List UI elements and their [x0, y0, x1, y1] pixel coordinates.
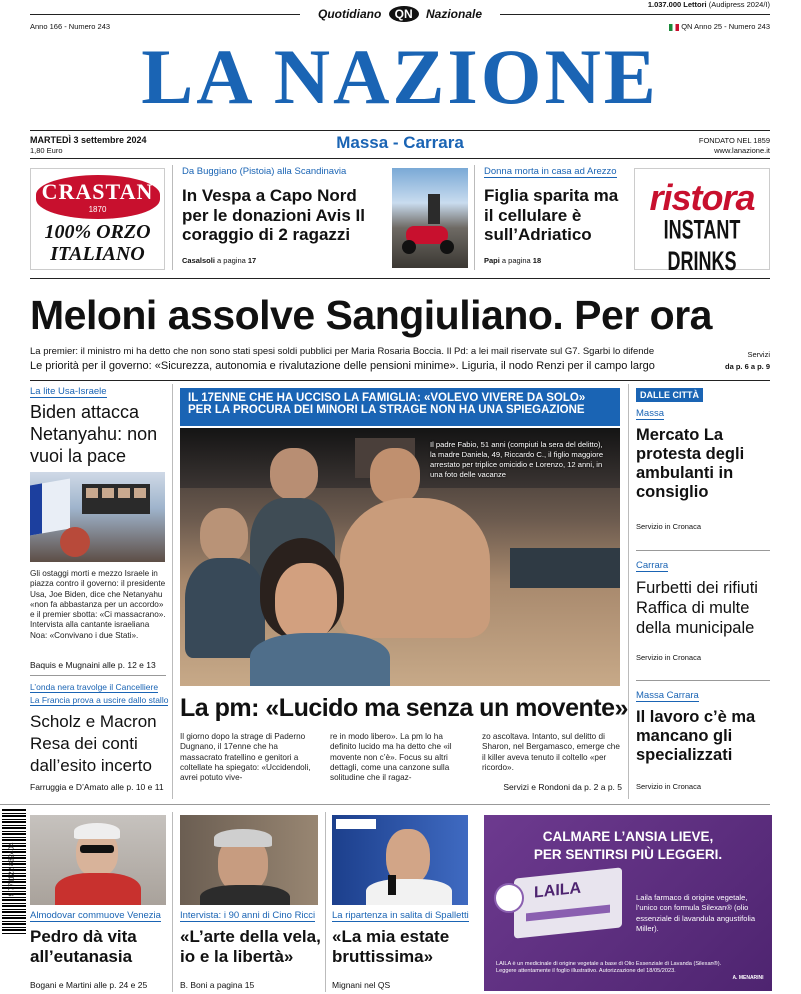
- photo-caption: Il padre Fabio, 51 anni (compiuti la sera del delitto), la madre Daniela, 49, Riccardo C., il figlio maggiore arrestato per triplice omicidio e Lorenzo, 12 anni, in una foto delle vacanze: [430, 440, 604, 479]
- crastan-line1: 100% ORZO: [44, 221, 151, 243]
- carrara-kicker: Carrara: [636, 560, 669, 571]
- laila-box: [514, 867, 622, 938]
- masthead-title: LA NAZIONE: [141, 33, 659, 120]
- vespa-photo: [392, 168, 468, 268]
- menarini-logo: A. MENARINI: [732, 975, 764, 981]
- laila-headline1: CALMARE L’ANSIA LIEVE,: [542, 829, 714, 844]
- lead-banner: [180, 388, 620, 426]
- date: MARTEDÌ 3 settembre 2024: [30, 135, 147, 145]
- carrara-byline: Servizio in Cronaca: [636, 653, 702, 662]
- biden-byline: Baquis e Mugnaini alle p. 12 e 13: [30, 660, 156, 670]
- ricci-kicker: Intervista: i 90 anni di Cino Ricci: [180, 910, 316, 921]
- center-col2: re in modo libero». La pm lo ha definito lucido ma ha detto che «il movente non c’è». Focus su altri dettagli, come una canzone sulla solitudine che il ragaz-: [330, 732, 452, 782]
- vespa-kicker: Da Buggiano (Pistoia) alla Scandinavia: [182, 166, 347, 177]
- lavoro-byline: Servizio in Cronaca: [636, 782, 702, 791]
- ricci-byline: B. Boni a pagina 15: [180, 980, 255, 990]
- ristora-ad[interactable]: [634, 168, 770, 276]
- dalle-citta-badge: DALLE CITTÀ: [636, 388, 703, 402]
- carrara-headline[interactable]: Furbetti dei rifiuti Raffica di multe della municipale: [636, 579, 758, 638]
- ristora-logo: ristora: [649, 177, 755, 218]
- center-col3: zo ascoltava. Intanto, sul delitto di Sharon, nel Bergamasco, emerge che il killer aveva tenuto il coltello «per ricordo».: [482, 732, 620, 772]
- brand-left: Quotidiano: [317, 7, 382, 21]
- almodovar-kicker: Almodovar commuove Venezia: [30, 910, 161, 921]
- laila-ad[interactable]: [484, 815, 772, 991]
- protest-photo: [30, 472, 165, 562]
- price: 1,80 Euro: [30, 146, 63, 155]
- vespa-byline: Casalsoli a pagina 17: [182, 256, 257, 265]
- servizi-label: Servizi: [747, 350, 770, 359]
- scholz-kicker-a: L’onda nera travolge il Cancelliere: [30, 682, 159, 692]
- banner-line1: IL 17ENNE CHE HA UCCISO LA FAMIGLIA: «VOLEVO VIVERE DA SOLO»: [188, 392, 586, 404]
- main-headline[interactable]: Meloni assolve Sangiuliano. Per ora: [30, 292, 712, 338]
- crastan-logo: CRASTAN 1870: [36, 175, 160, 219]
- website[interactable]: www.lanazione.it: [714, 146, 770, 155]
- almodovar-photo: [30, 815, 166, 905]
- brand-right: Nazionale: [426, 7, 483, 21]
- massa-carrara-kicker: Massa Carrara: [636, 690, 699, 701]
- arezzo-headline[interactable]: Figlia sparita ma il cellulare è sull’Adriatico: [484, 186, 619, 245]
- spalletti-kicker: La ripartenza in salita di Spalletti: [332, 910, 469, 921]
- massa-kicker: Massa: [636, 408, 664, 419]
- biden-headline[interactable]: Biden attacca Netanyahu: non vuoi la pace: [30, 402, 158, 466]
- ristora-tagline: INSTANT DRINKS: [663, 214, 741, 276]
- laila-capsule-badge: [494, 883, 524, 913]
- usa-israele-kicker: La lite Usa-Israele: [30, 386, 107, 397]
- laila-product: LAILA: [534, 879, 582, 902]
- center-headline[interactable]: La pm: «Lucido ma senza un movente»: [180, 694, 628, 722]
- center-byline: Servizi e Rondoni da p. 2 a p. 5: [503, 782, 622, 792]
- laila-disclaimer: LAILA è un medicinale di origine vegetale a base di Olio Essenziale di Lavanda (Silexan®). Leggere attentamente il foglio illustrativo. Autorizzazione del 18/05/2023.: [496, 961, 722, 975]
- almodovar-byline: Bogani e Martini alle p. 24 e 25: [30, 980, 148, 990]
- qn-logo: QN: [389, 6, 419, 22]
- scholz-headline[interactable]: Scholz e Macron Resa dei conti dall’esito incerto: [30, 712, 157, 776]
- center-col1: Il giorno dopo la strage di Paderno Dugnano, il 17enne che ha massacrato fratellino e genitori a coltellate ha spiegato: «Uccidendoli, avrei potuto vive-: [180, 732, 311, 782]
- massa-headline[interactable]: Mercato La protesta degli ambulanti in consiglio: [636, 426, 745, 501]
- servizi-pages: da p. 6 a p. 9: [724, 362, 770, 371]
- spalletti-photo: [332, 815, 468, 905]
- arezzo-byline: Papi a pagina 18: [484, 256, 542, 265]
- edition: Massa - Carrara: [336, 133, 464, 152]
- main-sub2: Le priorità per il governo: «Sicurezza, autonomia e rivalutazione delle pensioni minime». Liguria, il nodo Renzi per il campo largo: [30, 360, 655, 372]
- spalletti-headline[interactable]: «La mia estate bruttissima»: [332, 927, 450, 966]
- lavoro-headline[interactable]: Il lavoro c’è ma mancano gli specializzati: [636, 708, 756, 764]
- scholz-kicker-b: La Francia prova a uscire dallo stallo: [30, 695, 169, 705]
- crastan-ad[interactable]: [30, 168, 165, 270]
- almodovar-headline[interactable]: Pedro dà vita all’eutanasia: [30, 927, 137, 966]
- laila-text: Laila farmaco di origine vegetale, l’unico con formula Silexan® (olio essenziale di lavandula angustifolia Miller).: [636, 893, 756, 933]
- anno-right: QN Anno 25 - Numero 243: [600, 22, 770, 31]
- ricci-photo: [180, 815, 318, 905]
- anno-left: Anno 166 - Numero 243: [30, 22, 111, 31]
- main-sub1: La premier: il ministro mi ha detto che non sono stati spesi soldi pubblici per Maria Rosaria Boccia. Il Pd: a lei mail riservate sul G7. Sgarbi lo difende: [30, 346, 655, 357]
- spalletti-byline: Mignani nel QS: [332, 980, 391, 990]
- readers: 1.037.000 Lettori (Audipress 2024/I): [647, 0, 770, 9]
- vespa-headline[interactable]: In Vespa a Capo Nord per le donazioni Avis Il coraggio di 2 ragazzi: [182, 186, 365, 245]
- founded: FONDATO NEL 1859: [698, 136, 770, 145]
- biden-body: Gli ostaggi morti e mezzo Israele in piazza contro il governo: il presidente Usa, Joe Biden, dice che Netanyahu «non fa abbastanza per un accordo» e il premier sbotta: «Ci massacrano». Intervista alla cantante israeliana Noa: «Convivano i due Stati».: [30, 569, 166, 640]
- qn-brand: [300, 6, 500, 22]
- italy-flag-icon: [669, 24, 679, 31]
- crastan-line2: ITALIANO: [50, 243, 145, 265]
- barcode-number: 9 771122 832404: [8, 842, 16, 897]
- arezzo-kicker: Donna morta in casa ad Arezzo: [484, 166, 617, 177]
- ricci-headline[interactable]: «L’arte della vela, io e la libertà»: [180, 927, 321, 966]
- scholz-byline: Farruggia e D’Amato alle p. 10 e 11: [30, 782, 164, 792]
- banner-line2: PER LA PROCURA DEI MINORI LA STRAGE NON HA UNA SPIEGAZIONE: [188, 404, 585, 416]
- massa-byline: Servizio in Cronaca: [636, 522, 702, 531]
- laila-headline2: PER SENTIRSI PIÙ LEGGERI.: [533, 847, 723, 862]
